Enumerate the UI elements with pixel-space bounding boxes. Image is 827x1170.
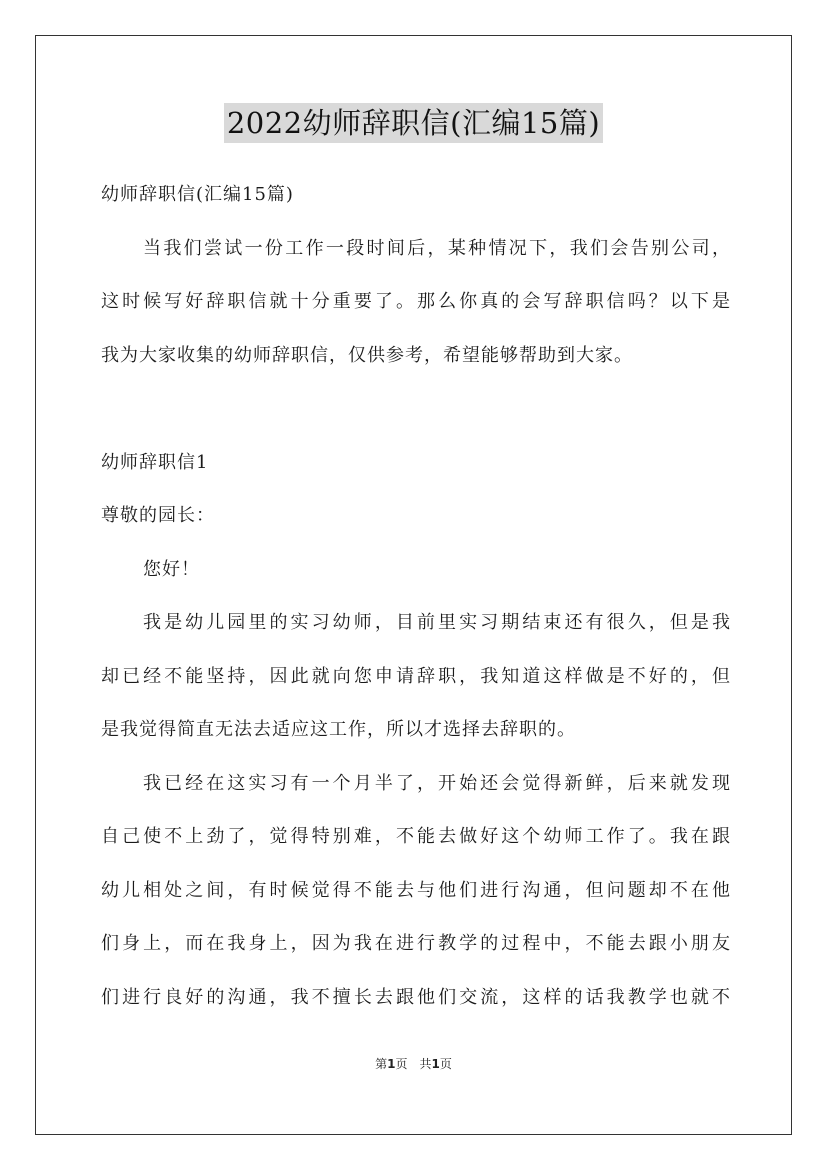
letter-salutation: 尊敬的园长： xyxy=(101,505,215,526)
paragraph-line: 我已经在这实习有一个月半了，开始还会觉得新鲜，后来就发现 xyxy=(143,772,731,794)
page-total: 1 xyxy=(431,1057,440,1071)
page-prefix: 第 xyxy=(375,1057,388,1071)
intro-line: 我为大家收集的幼师辞职信，仅供参考，希望能够帮助到大家。 xyxy=(101,344,633,366)
paragraph-line: 却已经不能坚持，因此就向您申请辞职，我知道这样做是不好的，但 xyxy=(101,665,731,687)
paragraph-line: 们身上，而在我身上，因为我在进行教学的过程中，不能去跟小朋友 xyxy=(101,933,731,954)
page-suffix: 页 xyxy=(439,1057,452,1071)
letter-greeting: 您好！ xyxy=(143,558,200,580)
blank-line xyxy=(101,382,731,436)
document-body xyxy=(101,168,731,1024)
page-mid: 页 共 xyxy=(395,1057,432,1071)
page-current: 1 xyxy=(387,1057,396,1071)
paragraph-line: 是我觉得简直无法去适应这工作，所以才选择去辞职的。 xyxy=(101,719,576,740)
title-container xyxy=(0,103,827,143)
paragraph-line: 我是幼儿园里的实习幼师，目前里实习期结束还有很久，但是我 xyxy=(143,612,731,633)
paragraph-line: 自己使不上劲了，觉得特别难，不能去做好这个幼师工作了。我在跟 xyxy=(101,826,731,847)
document-subtitle: 幼师辞职信(汇编15篇) xyxy=(101,184,294,205)
document-title: 2022幼师辞职信(汇编15篇) xyxy=(224,103,603,143)
intro-line: 这时候写好辞职信就十分重要了。那么你真的会写辞职信吗？以下是 xyxy=(101,291,731,312)
letter-heading: 幼师辞职信1 xyxy=(101,451,209,473)
intro-line: 当我们尝试一份工作一段时间后，某种情况下，我们会告别公司， xyxy=(143,237,731,259)
paragraph-line: 幼儿相处之间，有时候觉得不能去与他们进行沟通，但问题却不在他 xyxy=(101,879,731,901)
page-footer xyxy=(0,1054,827,1074)
paragraph-line: 们进行良好的沟通，我不擅长去跟他们交流，这样的话我教学也就不 xyxy=(101,986,731,1008)
